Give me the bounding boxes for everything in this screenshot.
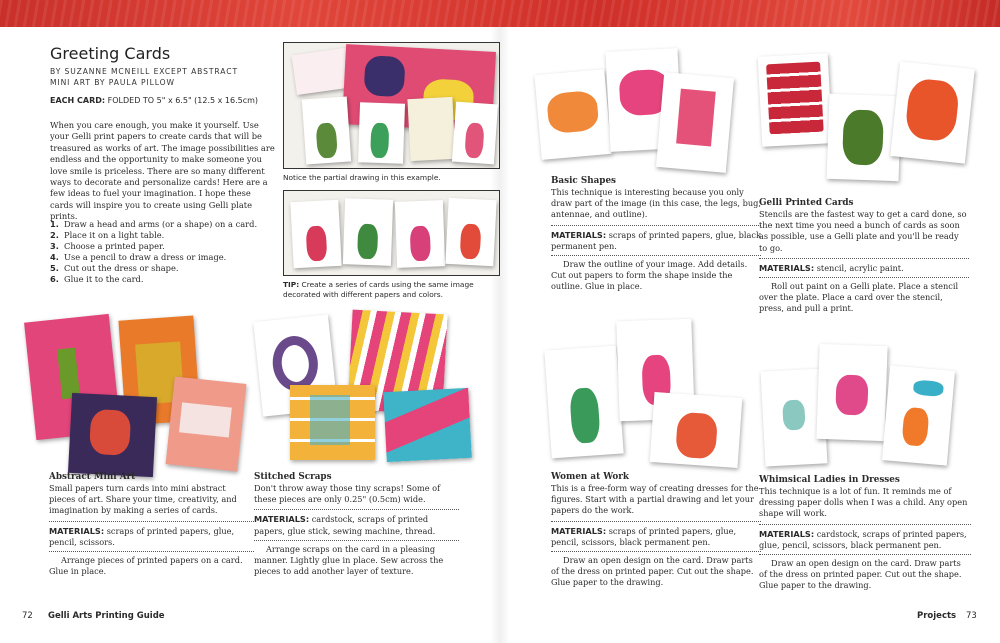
abstract-card-image xyxy=(68,393,157,477)
page-number-right: 73 xyxy=(966,611,977,621)
section-women-at-work xyxy=(551,472,761,589)
tip-label: TIP: xyxy=(283,280,300,289)
materials xyxy=(49,521,254,552)
section-description: Stencils are the fastest way to get a card done, so the next time you need a bunch of cards as soon as possible, use a Gelli plate and you'll be ready to go. xyxy=(759,209,967,253)
byline: BY SUZANNE MCNEILL EXCEPT ABSTRACT MINI ART BY PAULA PILLOW xyxy=(50,67,238,87)
steps-list xyxy=(50,219,275,285)
section-title: Stitched Scraps xyxy=(254,472,332,482)
materials xyxy=(551,225,761,256)
section-description: This technique is a lot of fun. It reminds me of dressing paper dolls when I was a child. Any open shape will work. xyxy=(759,486,968,519)
step-text: Cut out the dress or shape. xyxy=(64,263,179,273)
materials-list: scraps of printed papers, glue, pencil, scissors, black permanent pen. xyxy=(551,525,737,547)
tip-text: Create a series of cards using the same image decorated with different papers and colors. xyxy=(283,280,474,299)
step xyxy=(50,252,275,263)
caption-partial-drawing: Notice the partial drawing in this example. xyxy=(283,173,441,182)
section-description: Don't throw away those tiny scraps! Some of these pieces are only 0.25" (0.5cm) wide. xyxy=(254,483,441,505)
materials-label: MATERIALS: xyxy=(551,525,607,536)
step-number: 6. xyxy=(50,274,59,284)
materials xyxy=(759,524,971,555)
materials xyxy=(254,509,459,540)
instructions: Arrange scraps on the card in a pleasing manner. Lightly glue in place. Sew across the pieces to add another layer of texture. xyxy=(254,543,444,577)
step xyxy=(50,219,275,230)
step xyxy=(50,241,275,252)
angle-card-image xyxy=(383,388,472,462)
butterfly-card-image xyxy=(534,69,611,160)
women-card-image xyxy=(544,346,623,459)
step-text: Choose a printed paper. xyxy=(64,241,165,251)
instructions: Draw an open design on the card. Draw parts of the dress on printed paper. Cut out the shape. Glue paper to the drawing. xyxy=(551,555,754,588)
materials-list: scraps of printed papers, glue, pencil, scissors. xyxy=(49,525,235,547)
rooster-card-image xyxy=(890,61,975,163)
section-description: Small papers turn cards into mini abstract pieces of art. Share your time, creativity, and imagination by making a series of cards. xyxy=(49,483,237,516)
step-number: 5. xyxy=(50,263,59,273)
lady-card-image xyxy=(882,365,955,465)
section-gelli-printed-cards xyxy=(759,198,969,315)
section-stitched-scraps xyxy=(254,472,459,577)
step-text: Place it on a light table. xyxy=(64,230,165,240)
materials-list: scraps of printed papers, glue, black permanent pen. xyxy=(551,229,761,251)
section-title: Abstract Mini Art xyxy=(49,472,136,482)
materials-label: MATERIALS: xyxy=(759,262,815,273)
instructions: Draw the outline of your image. Add details. Cut out papers to form the shape inside the outline. Glue in place. xyxy=(551,259,748,292)
house-card-image xyxy=(656,72,734,173)
step xyxy=(50,230,275,241)
step-number: 3. xyxy=(50,241,59,251)
step-text: Use a pencil to draw a dress or image. xyxy=(64,252,227,262)
abstract-card-image xyxy=(166,376,247,471)
tip-caption xyxy=(283,280,498,300)
materials-label: MATERIALS: xyxy=(49,525,105,536)
step xyxy=(50,274,275,285)
running-title-right: Projects xyxy=(917,611,957,621)
section-description: This is a free-form way of creating dresses for the figures. Start with a partial drawing and let your papers do the work. xyxy=(551,483,759,516)
grid-stencil-card-image xyxy=(758,53,833,147)
materials xyxy=(551,521,761,552)
page-number-left: 72 xyxy=(22,611,33,621)
section-title: Women at Work xyxy=(551,472,629,482)
card-size-value: FOLDED TO 5" x 6.5" (12.5 x 16.5cm) xyxy=(107,96,259,105)
intro-text: When you care enough, you make it yourself. Use your Gelli print papers to create cards that will be treasured as works of art. The image possibilities are endless and the opportunity to make someone you love smile is priceless. There are so many different ways to decorate and personalize cards! Here are a few ideas to fuel your imagination. I hope these cards will inspire you to create using Gelli plate prints. xyxy=(50,120,275,222)
materials xyxy=(759,258,969,278)
card-size xyxy=(50,96,280,105)
section-title: Basic Shapes xyxy=(551,176,616,186)
materials-label: MATERIALS: xyxy=(254,514,310,525)
leaves-card-image xyxy=(827,94,902,181)
instructions: Draw an open design on the card. Draw parts of the dress on printed paper. Cut out the shape. Glue paper to the drawing. xyxy=(759,558,962,591)
photo-series-cards xyxy=(283,190,500,276)
section-description: This technique is interesting because you only draw part of the image (in this case, the legs, bug, antennae, and outline). xyxy=(551,187,761,220)
page-title: Greeting Cards xyxy=(50,44,171,63)
step-text: Draw a head and arms (or a shape) on a card. xyxy=(64,219,258,229)
photo-partial-drawing xyxy=(283,42,500,169)
running-title-left: Gelli Arts Printing Guide xyxy=(48,611,165,621)
materials-list: cardstock, scraps of printed papers, glue stick, sewing machine, thread. xyxy=(254,514,436,536)
step-number: 4. xyxy=(50,252,59,262)
instructions: Roll out paint on a Gelli plate. Place a stencil over the plate. Place a card over the stencil, press, and pull a print. xyxy=(759,281,959,314)
materials-list: stencil, acrylic paint. xyxy=(816,262,904,273)
materials-list: cardstock, scraps of printed papers, glue, pencil, scissors, black permanent pen. xyxy=(759,528,967,550)
decorative-banner xyxy=(0,0,1000,27)
instructions: Arrange pieces of printed papers on a card. Glue in place. xyxy=(49,555,243,577)
section-abstract-mini-art xyxy=(49,472,254,577)
step xyxy=(50,263,275,274)
section-basic-shapes xyxy=(551,176,761,293)
step-number: 1. xyxy=(50,219,59,229)
section-whimsical-ladies xyxy=(759,475,971,592)
materials-label: MATERIALS: xyxy=(759,528,815,539)
section-title: Gelli Printed Cards xyxy=(759,198,854,208)
step-text: Glue it to the card. xyxy=(64,274,144,284)
grid-card-image xyxy=(290,385,375,460)
section-title: Whimsical Ladies in Dresses xyxy=(759,475,900,485)
step-number: 2. xyxy=(50,230,59,240)
card-size-label: EACH CARD: xyxy=(50,96,106,105)
women-card-image xyxy=(650,392,743,468)
materials-label: MATERIALS: xyxy=(551,229,607,240)
lady-card-image xyxy=(816,344,887,441)
